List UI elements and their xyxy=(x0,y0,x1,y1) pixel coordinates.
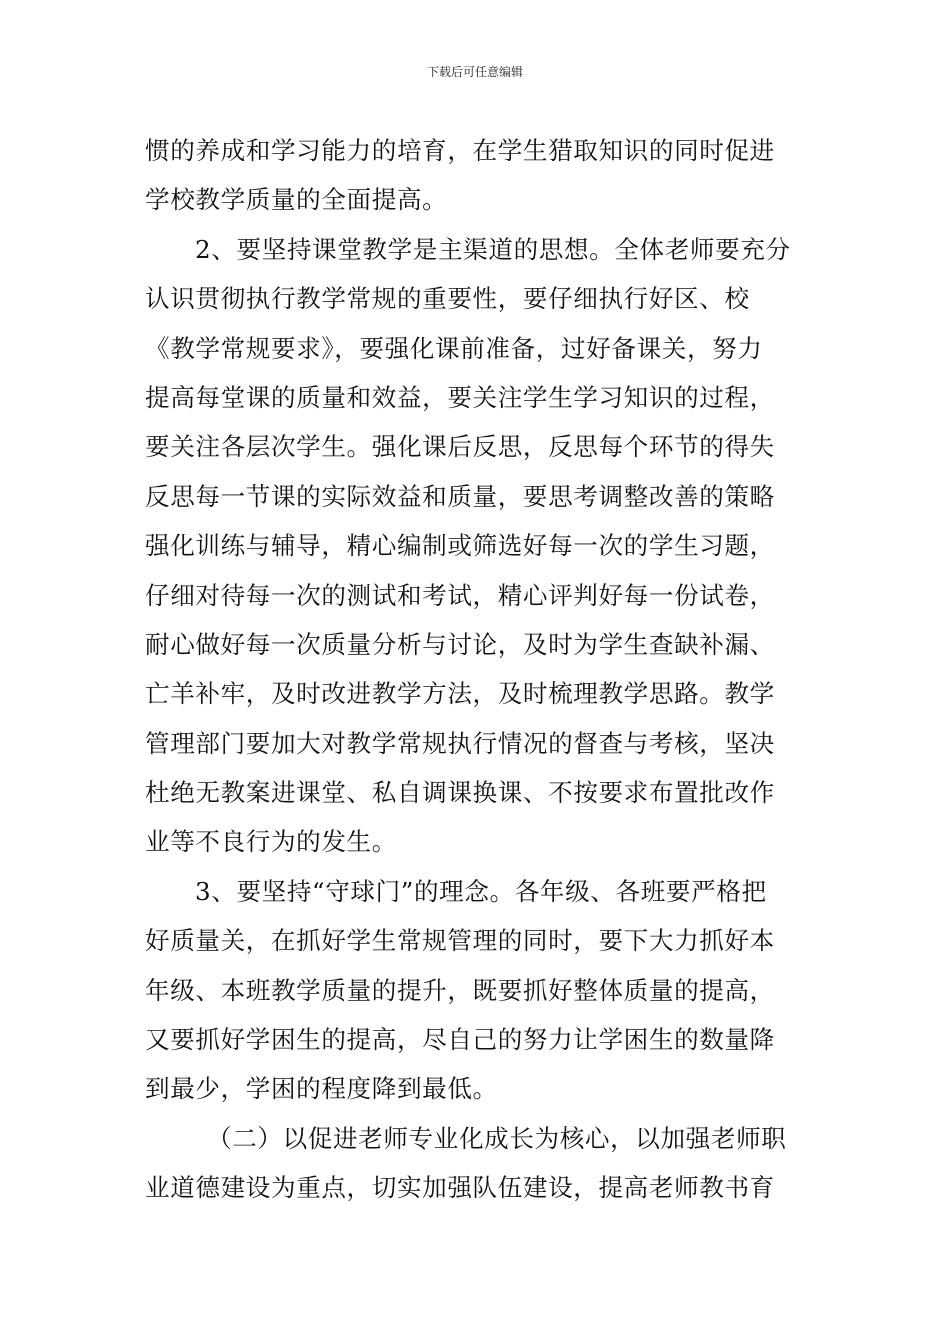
text-line: 认识贯彻执行教学常规的重要性，要仔细执行好区、校 xyxy=(145,284,750,314)
text-line: 提高每堂课的质量和效益，要关注学生学习知识的过程， xyxy=(145,382,775,412)
text-line: 学校教学质量的全面提高。 xyxy=(145,185,448,215)
text-line: 《教学常规要求》，要强化课前准备，过好备课关，努力 xyxy=(145,333,763,363)
text-line: 年级、本班教学质量的提升，既要抓好整体质量的提高， xyxy=(145,975,775,1005)
text-line: 业道德建设为重点，切实加强队伍建设，提高老师教书育 xyxy=(145,1173,775,1203)
text-line: 又要抓好学困生的提高，尽自己的努力让学困生的数量降 xyxy=(145,1025,775,1055)
text-line: 好质量关，在抓好学生常规管理的同时，要下大力抓好本 xyxy=(145,926,775,956)
text-line: 惯的养成和学习能力的培育，在学生猎取知识的同时促进 xyxy=(145,136,775,165)
text-line: 业等不良行为的发生。 xyxy=(145,827,397,857)
text-line: 仔细对待每一次的测试和考试，精心评判好每一份试卷， xyxy=(145,580,775,610)
text-line: 耐心做好每一次质量分析与讨论，及时为学生查缺补漏、 xyxy=(145,629,775,659)
text-line: 杜绝无教案进课堂、私自调课换课、不按要求布置批改作 xyxy=(145,778,775,808)
text-line: 强化训练与辅导，精心编制或筛选好每一次的学生习题， xyxy=(145,531,775,561)
text-line: 亡羊补牢，及时改进教学方法，及时梳理教学思路。教学 xyxy=(145,679,775,709)
text-line: 反思每一节课的实际效益和质量，要思考调整改善的策略 xyxy=(145,481,775,511)
paragraph-start-line: 2、要坚持课堂教学是主渠道的思想。全体老师要充分 xyxy=(195,234,791,264)
text-line: 要关注各层次学生。强化课后反思，反思每个环节的得失 xyxy=(145,432,775,462)
text-line: 到最少，学困的程度降到最低。 xyxy=(145,1074,498,1104)
paragraph-start-line: （二）以促进老师专业化成长为核心，以加强老师职 xyxy=(207,1123,787,1153)
paragraph-start-line: 3、要坚持“守球门”的理念。各年级、各班要严格把 xyxy=(195,876,767,906)
page-header: 下载后可任意编辑 xyxy=(426,65,523,79)
body-text xyxy=(145,126,809,1213)
text-line: 管理部门要加大对教学常规执行情况的督查与考核，坚决 xyxy=(145,728,775,758)
